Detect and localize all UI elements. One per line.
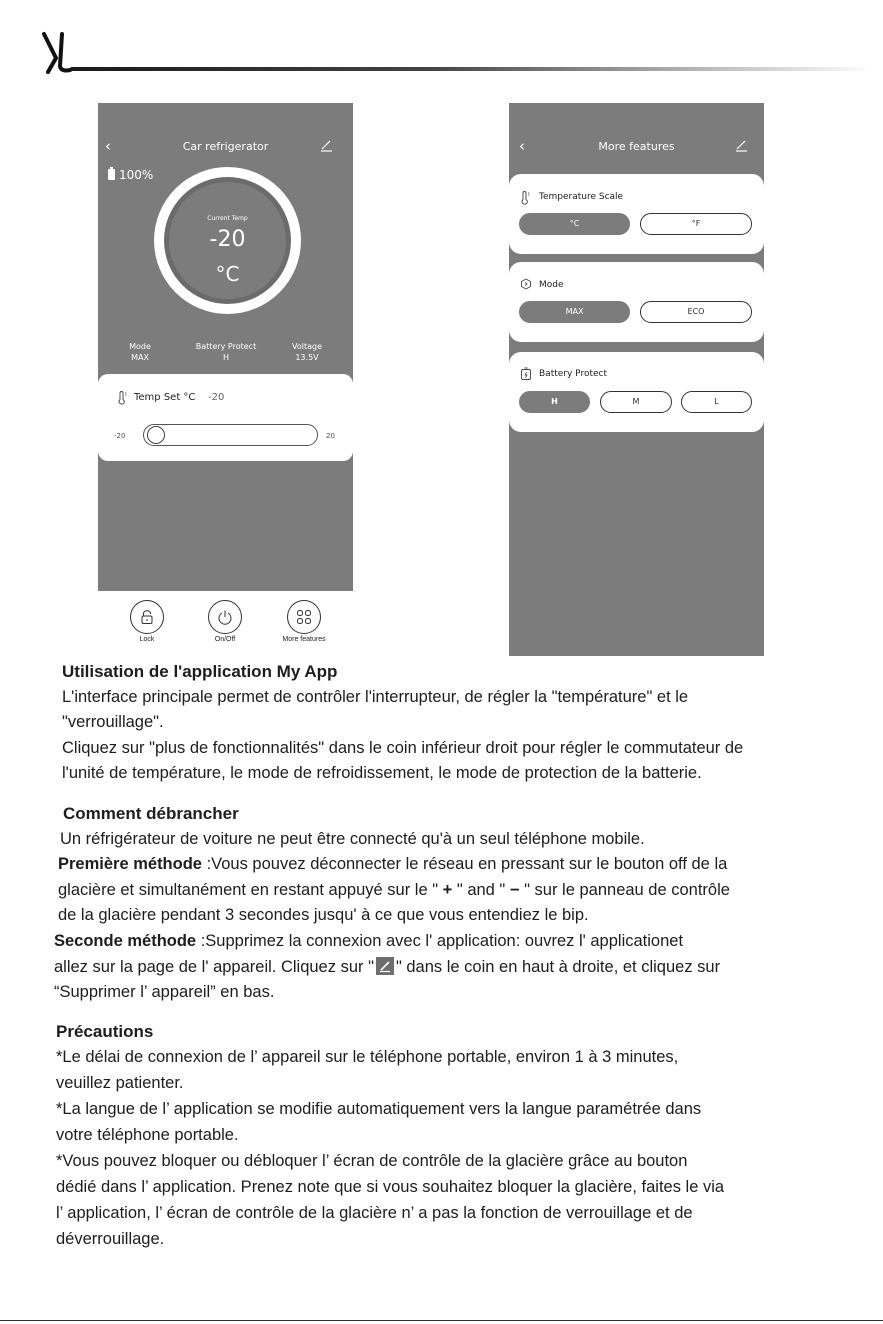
slider-min: -20 <box>114 432 126 440</box>
app-heading: Utilisation de l'application My App <box>62 662 338 681</box>
battery-icon <box>108 169 115 180</box>
plus-sign: + <box>442 881 453 899</box>
screen-title: More features <box>598 140 675 153</box>
power-icon <box>217 609 233 625</box>
stat-battery-protect: Battery Protect H <box>195 342 257 362</box>
precaution-line-4: votre téléphone portable. <box>56 1126 239 1144</box>
precaution-line-3: *La langue de l’ application se modifie automatiquement vers la langue paramétrée dans <box>56 1100 702 1118</box>
slider-max: 20 <box>326 432 335 440</box>
thermometer-icon <box>117 391 127 405</box>
method-2-line-1: Seconde méthode :Supprimez la connexion avec l' application: ouvrez l' applicationet <box>54 932 684 950</box>
disconnect-heading: Comment débrancher <box>63 804 239 823</box>
current-temperature: -20 <box>209 227 246 252</box>
temperature-slider[interactable] <box>143 424 318 446</box>
temperature-dial <box>154 167 301 314</box>
precautions-heading: Précautions <box>56 1022 154 1041</box>
chevron-left-icon[interactable]: ‹ <box>105 137 111 155</box>
pen-icon[interactable] <box>320 139 333 152</box>
stat-mode: Mode MAX <box>129 342 151 362</box>
method-2-line-2: allez sur la page de l' appareil. Cliquez sur " " dans le coin en haut à droite, et cliquez sur <box>54 958 721 976</box>
method-2-line-3: “Supprimer l’ appareil” en bas. <box>54 983 275 1001</box>
power-label: On/Off <box>214 636 236 643</box>
precaution-line-8: déverrouillage. <box>56 1230 165 1248</box>
option-celsius[interactable]: °C <box>519 213 630 235</box>
header-rule <box>70 67 875 71</box>
more-features-button[interactable] <box>287 600 321 634</box>
mode-title: Mode <box>539 280 564 290</box>
lock-label: Lock <box>139 636 155 643</box>
minus-sign: − <box>509 881 520 899</box>
option-medium[interactable]: M <box>600 391 672 413</box>
chevron-left-icon[interactable]: ‹ <box>519 137 525 155</box>
dial-label: Current Temp <box>207 215 248 222</box>
precaution-line-6: dédié dans l’ application. Prenez note que si vous souhaitez bloquer la glacière, faites le via <box>56 1178 725 1196</box>
stat-voltage: Voltage 13.5V <box>291 342 322 362</box>
temperature-scale-card <box>509 174 764 254</box>
method-1-line-1: Première méthode :Vous pouvez déconnecter le réseau en pressant sur le bouton off de la <box>58 855 728 873</box>
screen-title: Car refrigerator <box>182 140 269 153</box>
option-max[interactable]: MAX <box>519 301 630 323</box>
app-line-1: L'interface principale permet de contrôler l'interrupteur, de régler la "température" et le <box>62 688 689 706</box>
temp-set-card <box>98 374 353 461</box>
battery-level: 100% <box>119 168 154 182</box>
option-eco[interactable]: ECO <box>640 301 752 323</box>
temperature-scale-title: Temperature Scale <box>539 192 624 202</box>
battery-protect-card <box>509 352 764 432</box>
option-fahrenheit[interactable]: °F <box>640 213 752 235</box>
precaution-line-2: veuillez patienter. <box>56 1074 184 1092</box>
footer-rule <box>0 1320 883 1321</box>
temp-set-label: Temp Set °C <box>134 392 196 403</box>
precaution-line-5: *Vous pouvez bloquer ou débloquer l’ écran de contrôle de la glacière grâce au bouton <box>56 1152 688 1170</box>
grid-icon <box>296 609 312 625</box>
more-features-screen <box>509 103 764 656</box>
temperature-unit: °C <box>215 262 240 286</box>
battery-protect-icon <box>520 367 532 380</box>
app-line-3: Cliquez sur "plus de fonctionnalités" dans le coin inférieur droit pour régler le commutateur de <box>62 739 744 757</box>
battery-protect-title: Battery Protect <box>539 369 607 379</box>
mode-icon <box>520 278 532 290</box>
thermometer-icon <box>520 191 530 205</box>
power-button[interactable] <box>208 600 242 634</box>
option-high[interactable]: H <box>519 391 590 413</box>
app-line-2: "verrouillage". <box>62 713 164 731</box>
lock-icon <box>139 609 155 625</box>
mode-card <box>509 262 764 342</box>
disconnect-line-1: Un réfrigérateur de voiture ne peut être connecté qu'à un seul téléphone mobile. <box>60 830 645 848</box>
method-1-line-3: de la glacière pendant 3 secondes jusqu' à ce que vous entendiez le bip. <box>58 906 589 924</box>
slider-handle[interactable] <box>147 426 165 444</box>
app-line-4: l'unité de température, le mode de refroidissement, le mode de protection de la batterie. <box>62 764 702 782</box>
pen-icon <box>376 957 394 975</box>
precaution-line-1: *Le délai de connexion de l’ appareil sur le téléphone portable, environ 1 à 3 minutes, <box>56 1048 679 1066</box>
temp-set-value: -20 <box>208 392 225 403</box>
option-low[interactable]: L <box>681 391 752 413</box>
method-1-line-2: glacière et simultanément en restant appuyé sur le " + " and " − " sur le panneau de contrôle <box>58 881 730 899</box>
pen-icon[interactable] <box>735 139 748 152</box>
lock-button[interactable] <box>130 600 164 634</box>
more-features-label: More features <box>282 636 326 643</box>
main-screen <box>98 103 353 591</box>
precaution-line-7: l’ application, l’ écran de contrôle de la glacière n’ a pas la fonction de verrouillage et de <box>56 1204 693 1222</box>
